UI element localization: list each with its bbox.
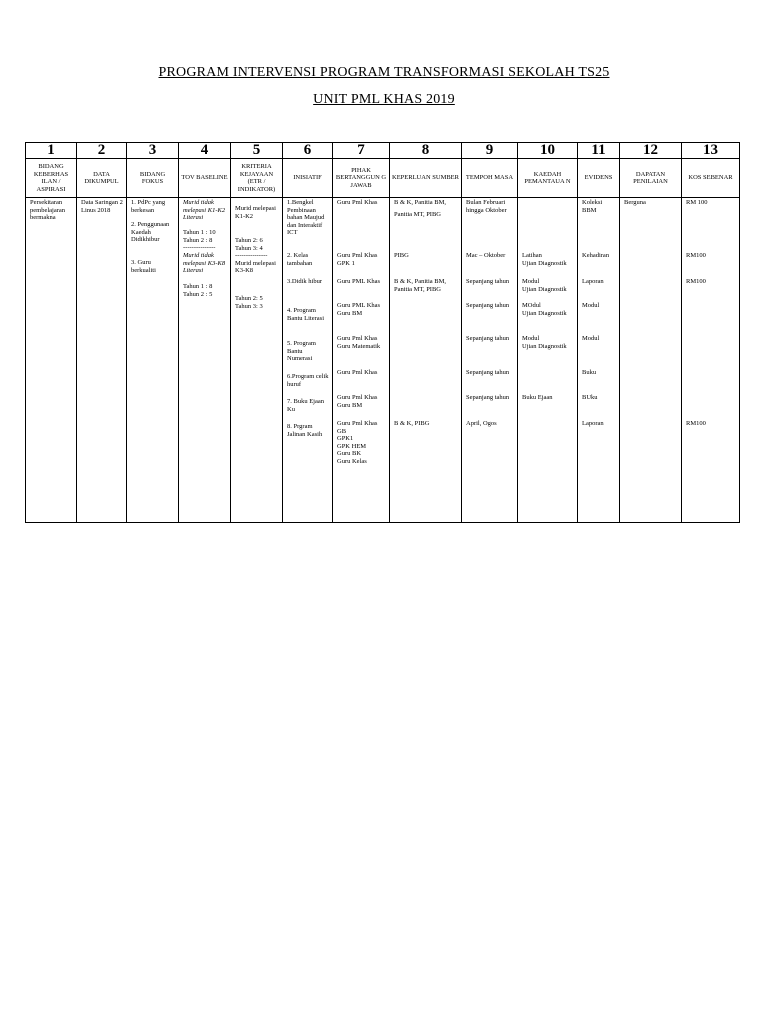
col-num: 12 [620, 143, 682, 159]
cell-dapatan [620, 198, 682, 523]
kriteria-a: Murid melepasi K1-K2 [235, 205, 276, 220]
kriteria-b: Tahun 2: 6 Tahun 3: 4 --------------- Murid melepasi K3-K8 [235, 237, 276, 275]
fokus-3: 3. Guru berkualiti [131, 259, 156, 274]
tov-d: Tahun 1 : 8 Tahun 2 : 5 [183, 283, 213, 298]
inisiatif-8: 8. Prgram Jalinan Kasih [287, 423, 323, 438]
pihak-2: Guru Pml Khas GPK 1 [337, 252, 378, 267]
col-header: BIDANG KEBERHAS ILAN / ASPIRASI [26, 159, 77, 198]
column-header-row [26, 159, 740, 198]
inisiatif-6: 6.Program celik huruf [287, 373, 329, 388]
inisiatif-5: 5. Program Bantu Numerasi [287, 340, 316, 363]
col-num: 9 [462, 143, 518, 159]
tempoh-4: Sepanjang tahun [466, 302, 510, 309]
pihak-4: Guru PML Khas Guru BM [337, 302, 381, 317]
col-num: 8 [390, 143, 462, 159]
col-header: KAEDAH PEMANTAUA N [518, 159, 578, 198]
cell-bidang-fokus [127, 198, 179, 523]
pihak-5: Guru Pml Khas Guru Matematik [337, 335, 381, 350]
col-header: BIDANG FOKUS [127, 159, 179, 198]
keperluan-2: Panitia MT, PIBG [394, 211, 442, 218]
tempoh-2: Mac – Oktober [466, 252, 506, 259]
col-header: KRITERIA KEJAYAAN (ETR / INDIKATOR) [231, 159, 283, 198]
data-text: Data Saringan 2 Linus 2018 [81, 199, 123, 214]
cell-tov [179, 198, 231, 523]
keperluan-3: PIBG [394, 252, 409, 259]
col-num: 2 [77, 143, 127, 159]
cell-inisiatif [283, 198, 333, 523]
kos-2: RM100 [686, 252, 706, 259]
kaedah-4: Modul Ujian Diagnostik [522, 335, 567, 350]
tempoh-8: April, Ogos [466, 420, 497, 427]
tempoh-1: Bulan Februari hingga Oktober [466, 199, 507, 214]
evidens-1: Koleksi BBM [582, 199, 603, 214]
evidens-8: Laporan [582, 420, 604, 427]
cell-keperluan [390, 198, 462, 523]
col-header: DATA DIKUMPUL [77, 159, 127, 198]
kos-1: RM 100 [686, 199, 708, 206]
col-header: DAPATAN PENILAIAN [620, 159, 682, 198]
pihak-7: Guru Pml Khas Guru BM [337, 394, 378, 409]
tempoh-5: Sepanjang tahun [466, 335, 510, 342]
kaedah-2: Modul Ujian Diagnostik [522, 278, 567, 293]
cell-aspirasi [26, 198, 77, 523]
intervention-table [25, 142, 740, 523]
col-header: PIHAK BERTANGGUN G JAWAB [333, 159, 390, 198]
col-num: 3 [127, 143, 179, 159]
kaedah-5: Buku Ejaan [522, 394, 553, 401]
col-num: 6 [283, 143, 333, 159]
evidens-5: Modul [582, 335, 600, 342]
col-num: 10 [518, 143, 578, 159]
pihak-3: Guru PML Khas [337, 278, 381, 285]
col-num: 5 [231, 143, 283, 159]
inisiatif-3: 3.Didik hibur [287, 278, 323, 285]
fokus-2: 2. Penggunaan Kaedah Didikhibur [131, 221, 170, 244]
pihak-1: Guru Pml Khas [337, 199, 378, 206]
keperluan-4: B & K, Panitia BM, Panitia MT, PIBG [394, 278, 447, 293]
col-header: EVIDENS [578, 159, 620, 198]
evidens-6: Buku [582, 369, 597, 376]
tov-a: Murid tidak melepasi K1-K2 Literasi [183, 199, 226, 222]
aspirasi-text: Persekitaran pembelajaran bermakna [30, 199, 66, 222]
cell-kaedah [518, 198, 578, 523]
cell-kos [682, 198, 740, 523]
col-header: TEMPOH MASA [462, 159, 518, 198]
column-number-row [26, 143, 740, 159]
col-header: KEPERLUAN SUMBER [390, 159, 462, 198]
col-num: 11 [578, 143, 620, 159]
col-num: 1 [26, 143, 77, 159]
tempoh-3: Sepanjang tahun [466, 278, 510, 285]
cell-kriteria [231, 198, 283, 523]
inisiatif-4: 4. Program Bantu Literasi [287, 307, 325, 322]
fokus-1: 1. PdPc yang berkesan [131, 199, 166, 214]
col-num: 4 [179, 143, 231, 159]
evidens-3: Laporan [582, 278, 604, 285]
tempoh-6: Sepanjang tahun [466, 369, 510, 376]
kos-4: RM100 [686, 420, 706, 427]
tempoh-7: Sepanjang tahun [466, 394, 510, 401]
evidens-2: Kehadiran [582, 252, 610, 259]
pihak-8: Guru Pml Khas GB GPK1 GPK HEM Guru BK Guru Kelas [337, 420, 378, 465]
evidens-4: Modul [582, 302, 600, 309]
tov-b: Tahun 1 : 10 Tahun 2 : 8 --------------- [183, 229, 216, 252]
kos-3: RM100 [686, 278, 706, 285]
dapatan-text: Berguna [624, 199, 646, 206]
keperluan-5: B & K, PIBG [394, 420, 430, 427]
document-title: PROGRAM INTERVENSI PROGRAM TRANSFORMASI SEKOLAH TS25 [158, 65, 610, 80]
cell-data [77, 198, 127, 523]
col-num: 13 [682, 143, 740, 159]
cell-pihak [333, 198, 390, 523]
table-row [26, 198, 740, 523]
keperluan-1: B & K, Panitia BM, [394, 199, 447, 206]
tov-c: Murid tidak melepasi K3-K8 Literasi [183, 252, 226, 275]
col-header: INISIATIF [283, 159, 333, 198]
cell-tempoh [462, 198, 518, 523]
kaedah-3: MOdul Ujian Diagnostik [522, 302, 567, 317]
cell-evidens [578, 198, 620, 523]
inisiatif-7: 7. Buku Ejaan Ku [287, 398, 325, 413]
evidens-7: BUku [582, 394, 598, 401]
inisiatif-1: 1.Bengkel Pembinaan bahan Maujud dan Interaktif ICT [287, 199, 325, 237]
col-header: TOV BASELINE [179, 159, 231, 198]
document-subtitle: UNIT PML KHAS 2019 [313, 92, 455, 107]
kriteria-c: Tahun 2: 5 Tahun 3: 3 [235, 295, 263, 310]
kaedah-1: Latihan Ujian Diagnostik [522, 252, 567, 267]
inisiatif-2: 2. Kelas tambahan [287, 252, 313, 267]
pihak-6: Guru Pml Khas [337, 369, 378, 376]
col-header: KOS SEBENAR [682, 159, 740, 198]
col-num: 7 [333, 143, 390, 159]
